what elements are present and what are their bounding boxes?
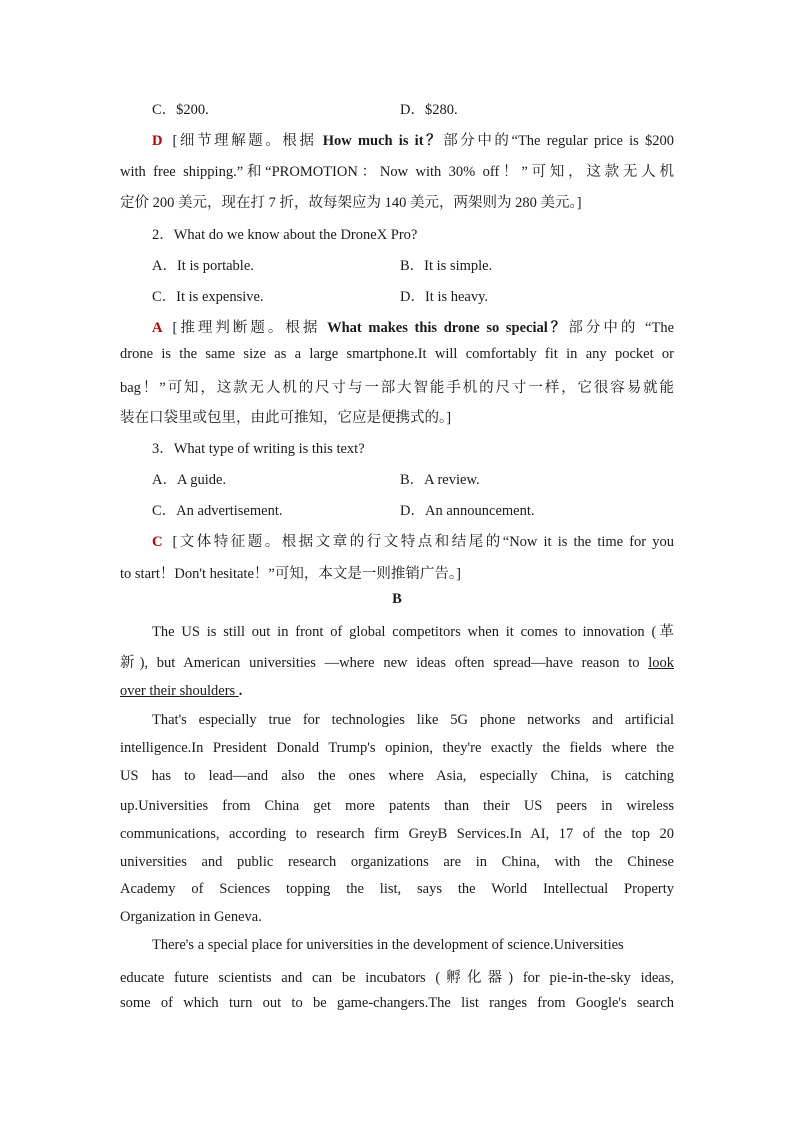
- passage-p3-line-1: There's a special place for universities in the development of science.Universities: [152, 937, 624, 953]
- q2-answer: A: [152, 320, 163, 336]
- q3-explanation-line-2: to start！Don't hesitate！”可知，本文是一则推销广告。]: [120, 566, 461, 582]
- passage-p3-line-2: educate future scientists and can be incubators (孵化器) for pie-in-the-sky ideas,: [120, 970, 674, 986]
- q2-option-c: C．It is expensive.: [152, 289, 264, 305]
- q2-option-b: B．It is simple.: [400, 258, 493, 274]
- passage-p1-line-3: over their shoulders .: [120, 683, 243, 699]
- passage-p2-line-2: intelligence.In President Donald Trump's opinion, they're exactly the fields where the: [120, 740, 674, 756]
- passage-p1-line-2: 新), but American universities —where new ideas often spread—have reason to look: [120, 655, 674, 671]
- underlined-phrase-cont: over their shoulders: [120, 683, 239, 699]
- q2-option-a: A．It is portable.: [152, 258, 254, 274]
- passage-p1-line-1: The US is still out in front of global competitors when it comes to innovation (革: [152, 624, 674, 640]
- passage-p2-line-7: Academy of Sciences topping the list, says the World Intellectual Property: [120, 881, 674, 897]
- underlined-phrase: look: [648, 655, 674, 671]
- q2-explanation-line-2: drone is the same size as a large smartphone.It will comfortably fit in any pocket or: [120, 346, 674, 362]
- q3-option-b: B．A review.: [400, 472, 480, 488]
- q3-option-a: A．A guide.: [152, 472, 227, 488]
- q2-explanation-line-1: A [推理判断题。根据 What makes this drone so special？部分中的 “The: [152, 320, 675, 336]
- passage-p2-line-5: communications, according to research firm GreyB Services.In AI, 17 of the top 20: [120, 826, 674, 842]
- q1-explanation-line-3: 定价 200 美元，现在打 7 折，故每架应为 140 美元，两架则为 280 美元。]: [120, 195, 582, 211]
- passage-p2-line-1: That's especially true for technologies like 5G phone networks and artificial: [152, 712, 674, 728]
- q3-option-c: C．An advertisement.: [152, 503, 283, 519]
- q2-explanation-line-3: bag！”可知，这款无人机的尺寸与一部大智能手机的尺寸一样，它很容易就能: [120, 380, 674, 396]
- q3-stem: 3．What type of writing is this text?: [152, 441, 365, 457]
- q1-answer: D: [152, 133, 163, 149]
- q1-option-c: C．$200.: [152, 102, 209, 118]
- q2-option-d: D．It is heavy.: [400, 289, 489, 305]
- q2-explanation-line-4: 装在口袋里或包里，由此可推知，它应是便携式的。]: [120, 410, 452, 426]
- passage-p3-line-3: some of which turn out to be game-changers.The list ranges from Google's search: [120, 995, 674, 1011]
- passage-p2-line-6: universities and public research organizations are in China, with the Chinese: [120, 854, 674, 870]
- q1-option-d: D．$280.: [400, 102, 458, 118]
- q1-explanation-line-1: D [细节理解题。根据 How much is it？部分中的“The regular price is $200: [152, 133, 675, 149]
- q2-stem: 2．What do we know about the DroneX Pro?: [152, 227, 418, 243]
- q3-explanation-line-1: C [文体特征题。根据文章的行文特点和结尾的“Now it is the time for you: [152, 534, 674, 550]
- q1-explanation-line-2: with free shipping.”和“PROMOTION：Now with 30% off！”可知，这款无人机: [120, 164, 674, 180]
- passage-p2-line-8: Organization in Geneva.: [120, 909, 262, 925]
- passage-p2-line-4: up.Universities from China get more patents than their US peers in wireless: [120, 798, 674, 814]
- q3-option-d: D．An announcement.: [400, 503, 535, 519]
- q3-answer: C: [152, 534, 163, 550]
- passage-p2-line-3: US has to lead—and also the ones where Asia, especially China, is catching: [120, 768, 674, 784]
- passage-heading: B: [392, 591, 402, 607]
